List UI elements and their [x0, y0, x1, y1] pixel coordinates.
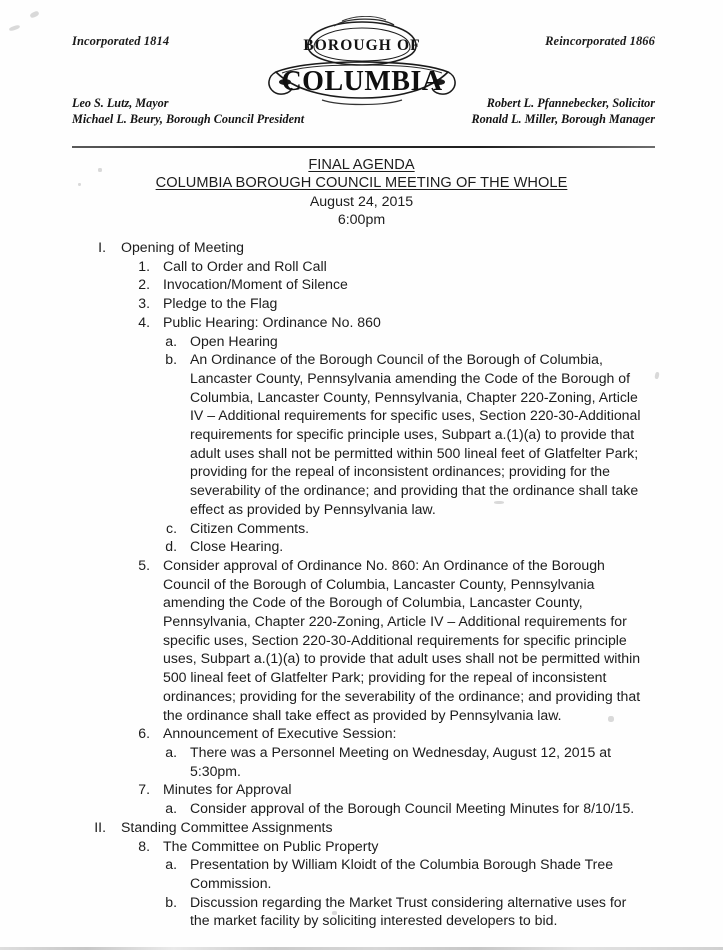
agenda-item-marker: d. [165, 538, 177, 555]
agenda-item-text: Close Hearing. [190, 538, 284, 555]
reincorporated-right-text: Reincorporated 1866 [545, 34, 655, 48]
officers-right-block [471, 96, 655, 127]
agenda-item-marker: b. [165, 893, 177, 910]
agenda-item-marker: a. [165, 856, 177, 873]
agenda-item [0, 855, 723, 892]
agenda-item-text: Pledge to the Flag [163, 295, 278, 312]
officers-left-block [72, 96, 304, 127]
agenda-title-row [0, 156, 723, 174]
agenda-item [0, 519, 723, 538]
agenda-item-text: Invocation/Moment of Silence [163, 276, 348, 293]
agenda-item-text: An Ordinance of the Borough Council of the Borough of Columbia, Lancaster County, Pennsylvania amending the Code of the Borough of Columbia, Lancaster County, Pennsylvania, Chapter 220-Zoning, Article IV – Additional requirements for specific uses, Section 220-30-Additional requirements for specific principle uses, Subpart a.(1)(a) to provide that adult uses shall not be permitted within 500 lineal feet of Glatfelter Park; providing for the repeal of inconsistent ordinances; providing for the severability of the ordinance; and providing that the ordinance shall take effect as provided by Pennsylvania law. [190, 351, 641, 517]
agenda-item [0, 313, 723, 332]
borough-of-columbia-crest-logo [262, 16, 462, 108]
agenda-item-marker: c. [166, 519, 177, 536]
agenda-item-text: Minutes for Approval [163, 781, 292, 798]
agenda-item [0, 332, 723, 351]
meeting-time: 6:00pm [337, 212, 386, 229]
agenda-item-text: Presentation by William Kloidt of the Columbia Borough Shade Tree Commission. [190, 856, 614, 891]
agenda-item-marker: b. [165, 351, 177, 368]
agenda-item-marker: 8. [138, 837, 150, 854]
agenda-item-marker: 3. [138, 295, 150, 312]
borough-manager-line: Ronald L. Miller, Borough Manager [471, 111, 655, 126]
title-block [0, 156, 723, 230]
svg-text:BOROUGH OF: BOROUGH OF [302, 37, 421, 54]
agenda-item-marker: a. [165, 332, 177, 349]
agenda-item-text: Public Hearing: Ordinance No. 860 [163, 313, 381, 330]
agenda-item-marker: a. [165, 800, 177, 817]
agenda-item [0, 799, 723, 818]
mayor-line: Leo S. Lutz, Mayor [72, 96, 169, 110]
agenda-item-text: The Committee on Public Property [163, 837, 379, 854]
agenda-item-marker: 5. [138, 556, 150, 573]
letterhead [0, 22, 723, 134]
agenda-item-marker: a. [165, 743, 177, 760]
agenda-item [0, 780, 723, 799]
agenda-item-marker: 2. [138, 276, 150, 293]
agenda-item [0, 537, 723, 556]
agenda-item [0, 743, 723, 780]
agenda-item [0, 350, 723, 518]
meeting-title-row [0, 174, 723, 192]
agenda-item-text: Consider approval of the Borough Council Meeting Minutes for 8/10/15. [190, 800, 635, 817]
agenda-item [0, 257, 723, 276]
agenda-item-text: Opening of Meeting [121, 239, 245, 255]
agenda-item-marker: 6. [138, 725, 150, 742]
agenda-item-text: Citizen Comments. [190, 519, 310, 536]
agenda-item [0, 724, 723, 743]
agenda-item [0, 893, 723, 930]
header-divider-rule [72, 146, 655, 148]
agenda-item-text: Announcement of Executive Session: [163, 725, 397, 742]
agenda-item [0, 556, 723, 724]
agenda-item-text: Consider approval of Ordinance No. 860: An Ordinance of the Borough Council of the Borough of Columbia, Lancaster County, Pennsylvania amending the Code of the Borough of Columbia, Lancaster County, Pennsylvania, Chapter 220-Zoning, Article IV – Additional requirements for specific uses, Section 220-30-Additional requirements for specific principle uses, Subpart a.(1)(a) to provide that adult uses shall not be permitted within 500 lineal feet of Glatfelter Park; providing for the repeal of inconsistent ordinances; providing for the severability of the ordinance; and providing that the ordinance shall take effect as provided by Pennsylvania law. [163, 556, 641, 723]
agenda-item-marker: 1. [138, 257, 150, 274]
agenda-item-text: Discussion regarding the Market Trust considering alternative uses for the market facility by soliciting interested developers to bid. [190, 893, 627, 929]
agenda-item-marker: 7. [138, 781, 150, 798]
solicitor-line: Robert L. Pfannebecker, Solicitor [486, 96, 655, 110]
meeting-date: August 24, 2015 [309, 193, 414, 210]
agenda-item [0, 238, 723, 257]
meeting-title: COLUMBIA BOROUGH COUNCIL MEETING OF THE WHOLE [155, 175, 568, 192]
agenda-item-marker: II. [94, 818, 106, 835]
agenda-item [0, 275, 723, 294]
agenda-item-text: Call to Order and Roll Call [163, 257, 327, 274]
agenda-item-text: Standing Committee Assignments [121, 818, 333, 835]
incorporated-left-text: Incorporated 1814 [72, 34, 170, 48]
agenda-item [0, 818, 723, 837]
scan-speck [29, 10, 39, 18]
agenda-item-text: Open Hearing [190, 332, 278, 349]
council-president-line: Michael L. Beury, Borough Council President [72, 111, 305, 126]
agenda-item [0, 294, 723, 313]
agenda-item-text: There was a Personnel Meeting on Wednesday, August 12, 2015 at 5:30pm. [190, 743, 611, 779]
agenda-item-marker: 4. [138, 313, 150, 330]
agenda-title: FINAL AGENDA [308, 157, 415, 173]
agenda-item-marker: I. [98, 239, 106, 255]
agenda-outline [0, 238, 723, 930]
agenda-item [0, 837, 723, 856]
svg-text:COLUMBIA: COLUMBIA [280, 66, 443, 97]
